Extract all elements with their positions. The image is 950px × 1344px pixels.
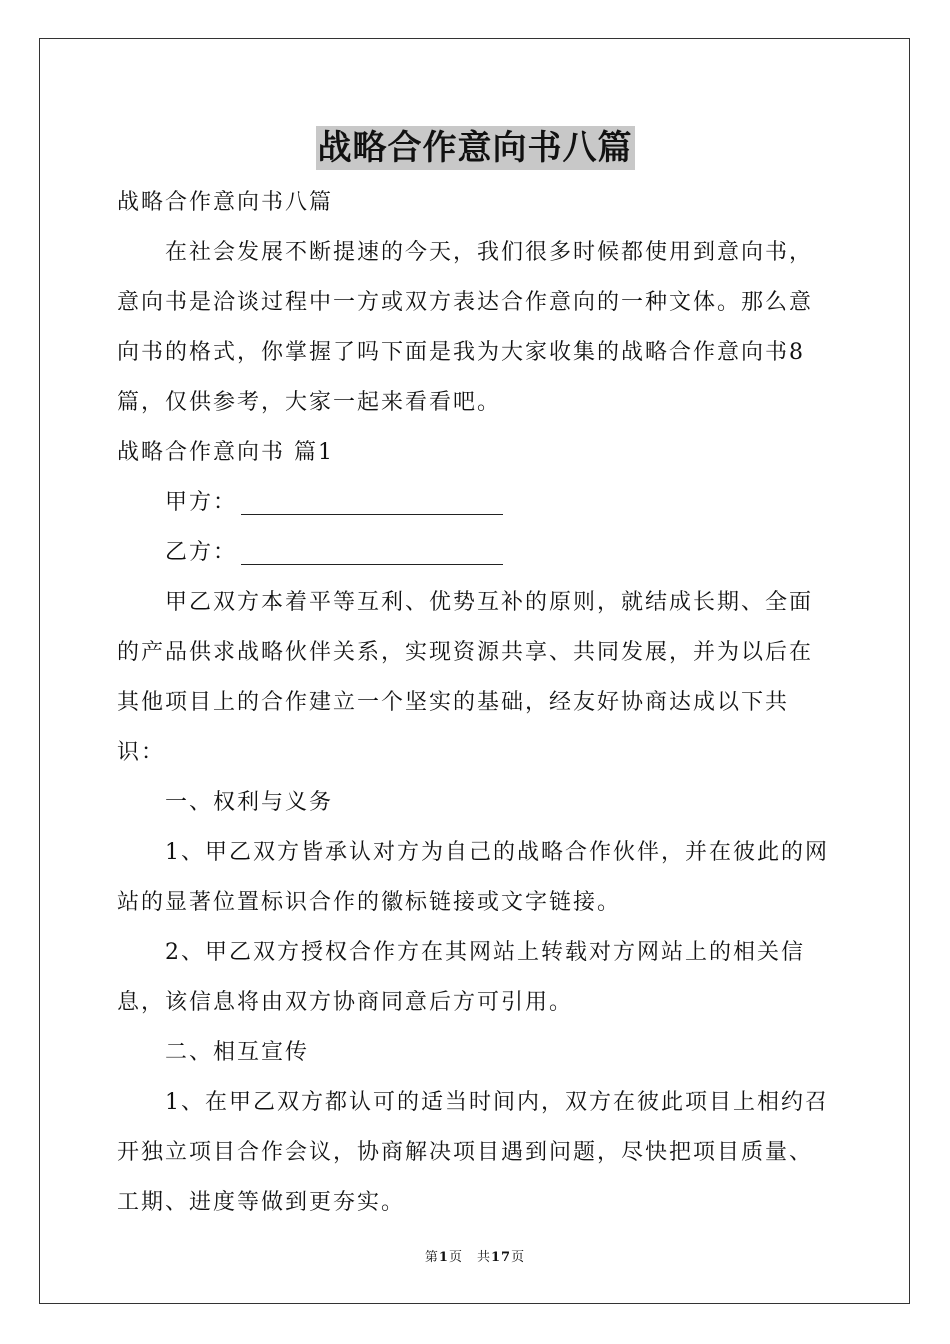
- subtitle: 战略合作意向书八篇: [117, 190, 334, 215]
- title-wrap: [0, 126, 950, 170]
- purpose-paragraph: 甲乙双方本着平等互利、优势互补的原则，就结成长期、全面的产品供求战略伙伴关系，实现资源共享、共同发展，并为以后在其他项目上的合作建立一个坚实的基础，经友好协商达成以下共识：: [117, 590, 814, 765]
- intro-paragraph: 在社会发展不断提速的今天，我们很多时候都使用到意向书，意向书是洽谈过程中一方或双方表达合作意向的一种文体。那么意向书的格式，你掌握了吗下面是我为大家收集的战略合作意向书8篇，仅供参考，大家一起来看看吧。: [117, 240, 814, 415]
- page-footer: [0, 1246, 950, 1265]
- promo-item-1: 1、在甲乙双方都认可的适当时间内，双方在彼此项目上相约召开独立项目合作会议，协商解决项目遇到问题，尽快把项目质量、工期、进度等做到更夯实。: [117, 1090, 829, 1215]
- party-a-line: [117, 478, 835, 528]
- footer-mid: 页 共: [448, 1250, 491, 1265]
- footer-prefix: 第: [424, 1250, 439, 1265]
- party-a-label: 甲方：: [165, 490, 238, 515]
- footer-total-pages: 17: [490, 1250, 512, 1265]
- party-b-line: [117, 528, 835, 578]
- rights-heading: 一、权利与义务: [165, 790, 334, 815]
- promo-heading: 二、相互宣传: [165, 1040, 310, 1065]
- document-body: [117, 178, 835, 1228]
- party-b-label: 乙方：: [165, 540, 238, 565]
- section-heading: 战略合作意向书 篇1: [117, 440, 334, 465]
- footer-current-page: 1: [438, 1250, 449, 1265]
- document-title: 战略合作意向书八篇: [317, 128, 633, 168]
- rights-item-1: 1、甲乙双方皆承认对方为自己的战略合作伙伴，并在彼此的网站的显著位置标识合作的徽标链接或文字链接。: [117, 840, 829, 915]
- party-a-blank: [241, 492, 503, 515]
- rights-item-2: 2、甲乙双方授权合作方在其网站上转载对方网站上的相关信息，该信息将由双方协商同意后方可引用。: [117, 940, 805, 1015]
- footer-suffix: 页: [511, 1250, 526, 1265]
- party-b-blank: [241, 542, 503, 565]
